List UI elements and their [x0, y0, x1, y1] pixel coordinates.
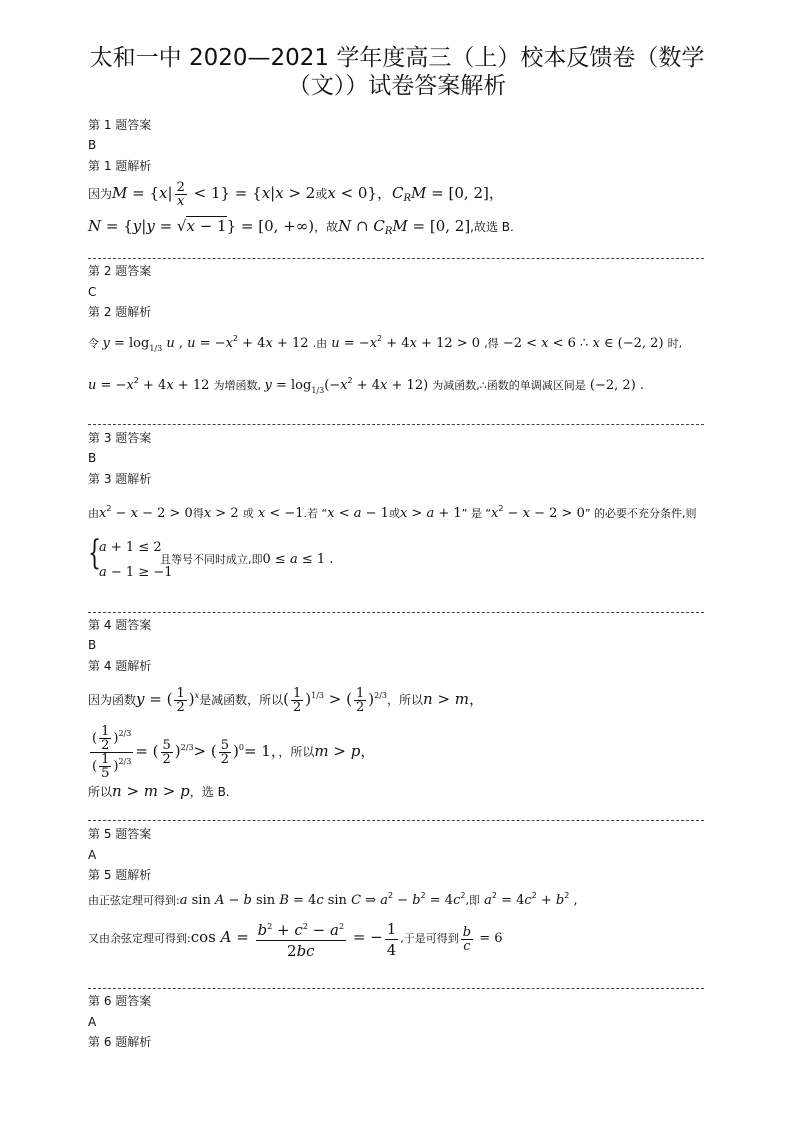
answer-6: A: [88, 1015, 97, 1029]
answer-1: B: [88, 138, 97, 152]
analysis-1-line-1: 因为M = {x| $\frac{2}{x}$ < 1} = {x|x > 2或x < 0}，$C_RM = [0$, 2]，: [88, 180, 504, 209]
divider-3: [88, 612, 704, 613]
analysis-3-line-3: a − 1 ≥ −1: [99, 565, 173, 580]
analysis-3-line-4: 且等号不同时成立,即0 ≤ a ≤ 1 .: [160, 552, 334, 567]
analysis-5-line-1: 由正弦定理可得到:a sin A − b sin B = 4c sin C ⇒ $a^2 - b^2 = 4c^2$,即 $a^2 = 4c^2 + b^2$ ,: [88, 891, 578, 908]
analysis-5-line-2: 又由余弦定理可得到:cos A = $\frac{b^2 + c^2 - a^2}{2bc}$ = − $\frac{1}{4}$ ,于是可得到 $\frac{b}{c}$ = 6: [88, 914, 503, 962]
analysis-label-5: 第 5 题解析: [88, 868, 152, 882]
answer-label-1: 第 1 题答案: [88, 118, 152, 132]
analysis-2-line-1: 令 $y = \log_{1/3} u$ , $u = -x^2 + 4x + 12$ .由 $u = -x^2 + 4x + 12 > 0$ ,得 −2 < x < 6 ∴ x ∈ (−2, 2) 时,: [88, 334, 683, 353]
answer-label-5: 第 5 题答案: [88, 827, 152, 841]
system-brace: {: [88, 533, 101, 573]
answer-label-2: 第 2 题答案: [88, 264, 152, 278]
answer-2: C: [88, 285, 97, 299]
analysis-label-1: 第 1 题解析: [88, 159, 152, 173]
divider-4: [88, 820, 704, 821]
answer-label-4: 第 4 题答案: [88, 618, 152, 632]
analysis-4-line-1: 因为函数y = ( $\frac{1}{2}$ )$^x$是减函数，所以( $\frac{1}{2}$ )$^{1/3}$ > ( $\frac{1}{2}$ )$^{2/3}$，所以n > m，: [88, 686, 485, 715]
analysis-3-line-2: a + 1 ≤ 2: [99, 540, 162, 555]
answer-5: A: [88, 848, 97, 862]
divider-5: [88, 988, 704, 989]
analysis-2-line-2: $u = -x^2 + 4x + 12$ 为增函数, $y = \log_{1/3}(-x^2 + 4x + 12)$ 为减函数,∴函数的单调减区间是 (−2, 2) .: [88, 376, 645, 395]
analysis-label-6: 第 6 题解析: [88, 1035, 152, 1049]
analysis-label-2: 第 2 题解析: [88, 305, 152, 319]
divider-1: [88, 258, 704, 259]
answer-label-6: 第 6 题答案: [88, 994, 152, 1008]
analysis-4-line-3: 所以n > m > p，选 B.: [88, 782, 230, 800]
analysis-label-4: 第 4 题解析: [88, 659, 152, 673]
document-title: 太和一中 2020—2021 学年度高三（上）校本反馈卷（数学（文））试卷答案解析: [89, 45, 705, 99]
analysis-1-line-2: N = {y|y = √x − 1} = [0, +∞)，故N ∩ $C_RM = [0$, 2],故选 B.: [88, 217, 514, 237]
answer-3: B: [88, 451, 97, 465]
answer-4: B: [88, 638, 97, 652]
divider-2: [88, 424, 704, 425]
analysis-label-3: 第 3 题解析: [88, 472, 152, 486]
analysis-4-line-2: ( $\frac{1}{2}$ )$^{2/3}$ ( $\frac{1}{5}$ )$^{2/3}$ = ( $\frac{5}{2}$ )$^{2/3}$> ( $\frac{5}{2}$ )$^0$= 1，，所以m > p，: [92, 724, 376, 781]
answer-label-3: 第 3 题答案: [88, 431, 152, 445]
analysis-3-line-1: 由$x^2 - x - 2 > 0$得x > 2 或 x < −1.若 “x < a − 1或x > a + 1” 是 “$x^2 - x - 2 > 0$” 的必要不充分条件,则: [88, 504, 697, 521]
